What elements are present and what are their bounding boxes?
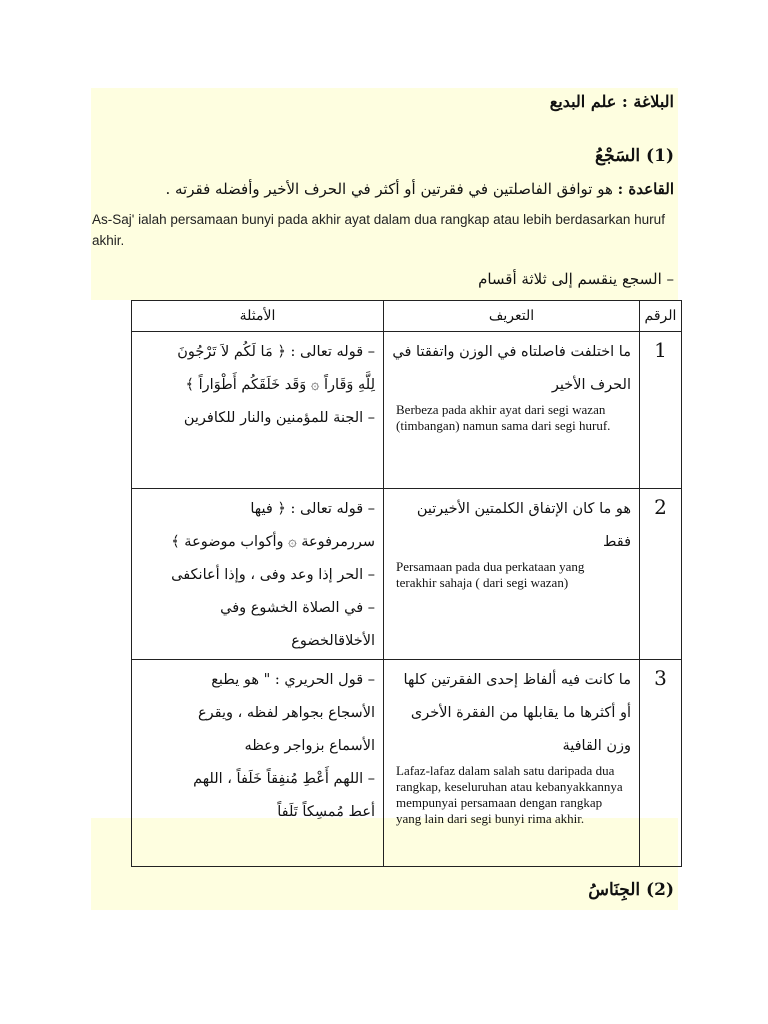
example-line: أعط مُمسِكاً تَلَفاً <box>277 804 375 820</box>
row-definition <box>384 660 640 867</box>
example-line: – قول الحريري : " هو يطبع <box>211 672 375 688</box>
row-number: 2 <box>640 489 682 660</box>
division-line: – السجع ينقسم إلى ثلاثة أقسام <box>478 270 674 288</box>
section-2-title: (2) الجِنَاسُ <box>588 880 674 900</box>
definition-line: هو ما كان الإتفاق الكلمتين الأخيرتين <box>416 501 631 517</box>
header-examples: الأمثلة <box>132 301 384 332</box>
example-line: – قوله تعالى : ﴿ مَا لَكُم لاَ تَرْجُونَ <box>177 344 375 360</box>
definition-line: وزن القافية <box>562 738 631 754</box>
row-malay-translation: Berbeza pada akhir ayat dari segi wazan (timbangan) namun sama dari segi huruf. <box>396 402 611 433</box>
saj-table <box>131 300 682 867</box>
header-definition: التعريف <box>384 301 640 332</box>
definition-line: فقط <box>602 534 631 550</box>
row-malay-translation: Lafaz-lafaz dalam salah satu daripada dua rangkap, keseluruhan atau kebanyakkannya mempunyai persamaan dengan rangkap yang lain dari segi bunyi rima akhir. <box>396 763 623 826</box>
table-row <box>132 660 682 867</box>
section-1-title: (1) السَجْعُ <box>595 146 674 166</box>
example-line: الأسماع بزواجر وعظه <box>244 738 375 754</box>
row-malay-translation: Persamaan pada dua perkataan yang terakhir sahaja ( dari segi wazan) <box>396 559 585 590</box>
example-line: – قوله تعالى : ﴿ فيها <box>250 501 375 517</box>
example-line: – الحر إذا وعد وفى ، وإذا أعانكفى <box>171 567 375 583</box>
example-line: – الجنة للمؤمنين والنار للكافرين <box>183 410 375 426</box>
example-line: الأخلاقالخضوع <box>291 633 375 649</box>
row-examples <box>132 660 384 867</box>
row-examples <box>132 489 384 660</box>
definition-line: الحرف الأخير <box>551 377 631 393</box>
row-examples <box>132 332 384 489</box>
rule-text: هو توافق الفاصلتين في فقرتين أو أكثر في الحرف الأخير وأفضله فقرته . <box>165 180 613 198</box>
table-row <box>132 489 682 660</box>
example-line: لِلَّهِ وَقَاراً ۞ وَقَد خَلَقَكُم أَطْوَاراً ﴾ <box>185 377 375 393</box>
example-line: الأسجاع بجواهر لفظه ، ويقرع <box>197 705 375 721</box>
example-line: سررمرفوعة ۞ وأكواب موضوعة ﴾ <box>171 534 375 550</box>
row-number: 3 <box>640 660 682 867</box>
row-definition <box>384 489 640 660</box>
table-header-row <box>132 301 682 332</box>
example-line: – في الصلاة الخشوع وفي <box>220 600 375 616</box>
table-row <box>132 332 682 489</box>
definition-line: ما اختلفت فاصلتاه في الوزن واتفقتا في <box>392 344 631 360</box>
example-line: – اللهم أَعْطِ مُنفِقاً خَلَفاً ، اللهم <box>193 771 375 787</box>
page-heading: البلاغة : علم البديع <box>549 92 674 111</box>
row-number: 1 <box>640 332 682 489</box>
malay-definition: As-Saj' ialah persamaan bunyi pada akhir ayat dalam dua rangkap atau lebih berdasarkan huruf akhir. <box>92 212 665 248</box>
definition-line: أو أكثرها ما يقابلها من الفقرة الأخرى <box>410 705 631 721</box>
rule-line <box>94 180 674 198</box>
header-number: الرقم <box>640 301 682 332</box>
row-definition <box>384 332 640 489</box>
rule-label: القاعدة : <box>617 180 674 198</box>
definition-line: ما كانت فيه ألفاظ إحدى الفقرتين كلها <box>403 672 631 688</box>
